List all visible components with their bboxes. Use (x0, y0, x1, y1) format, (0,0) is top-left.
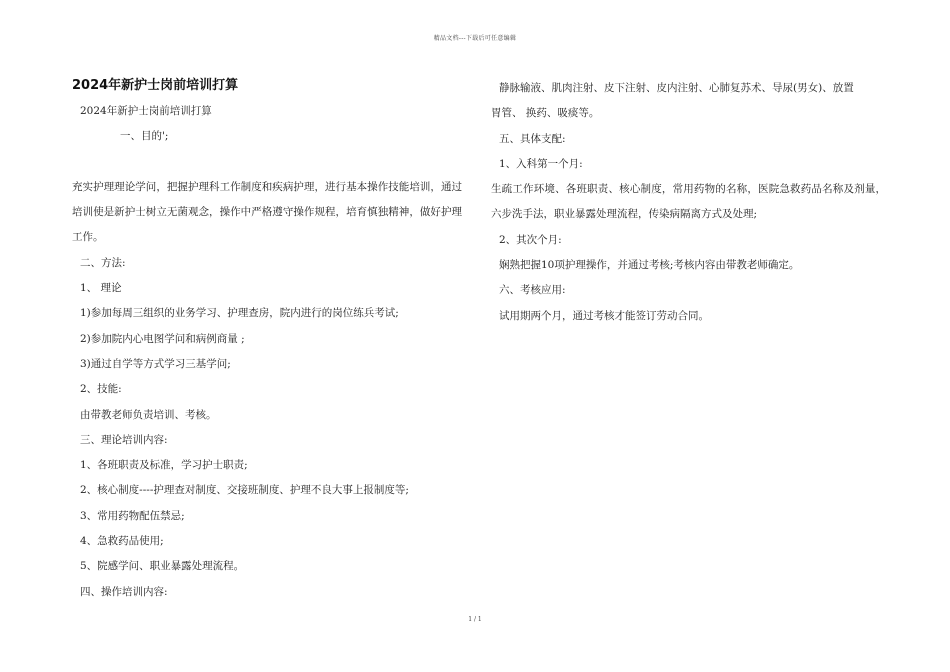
section-heading-assessment: 六、考核应用: (499, 284, 566, 297)
month1-text: 生疏工作环境、各班职责、核心制度，常用药物的名称，医院急救药品名称及剂量，六步洗手法，职业暴露处理流程，传染病隔离方式及处理; (491, 183, 886, 221)
blank-line (72, 150, 462, 175)
content-item: 3、常用药物配伍禁忌; (80, 509, 185, 522)
right-column (491, 76, 886, 329)
purpose-paragraph: 充实护理理论学问，把握护理科工作制度和疾病护理，进行基本操作技能培训，通过培训使是新护士树立无菌观念，操作中严格遵守操作规程，培育慎独精神，做好护理工作。 (72, 180, 462, 244)
theory-heading: 1、 理论 (80, 282, 122, 295)
skills-heading: 2、技能: (80, 383, 122, 396)
section-heading-purpose: 一、目的'; (120, 130, 169, 143)
assessment-text: 试用期两个月，通过考核才能签订劳动合同。 (499, 309, 709, 322)
content-item: 2、核心制度----护理查对制度、交接班制度、护理不良大事上报制度等; (80, 484, 409, 497)
theory-item: 1)参加每周三组织的业务学习、护理查房，院内进行的岗位练兵考试; (80, 307, 399, 320)
operations-list-line: 胃管、 换药、吸痰等。 (491, 107, 600, 120)
subtitle: 2024年新护士岗前培训打算 (80, 105, 212, 117)
theory-item: 3)通过自学等方式学习三基学问; (80, 357, 231, 370)
content-item: 1、各班职责及标准，学习护士职责; (80, 459, 248, 472)
document-title: 2024年新护士岗前培训打算 (72, 78, 239, 93)
page-number: 1 / 1 (468, 616, 482, 623)
page-header: 精品文档---下载后可任意编辑 (433, 35, 517, 42)
section-heading-theory-content: 三、理论培训内容: (80, 433, 168, 446)
skills-text: 由带教老师负责培训、考核。 (80, 408, 217, 421)
content-item: 5、院感学问、职业暴露处理流程。 (80, 560, 245, 573)
left-column (72, 76, 462, 605)
theory-item: 2)参加院内心电图学问和病例商量 ; (80, 332, 245, 345)
month2-heading: 2、其次个月: (499, 233, 562, 246)
content-item: 4、急救药品使用; (80, 535, 164, 548)
section-heading-schedule: 五、具体支配: (499, 132, 566, 145)
section-heading-methods: 二、方法: (80, 256, 126, 269)
operations-list-line: 静脉输液、肌肉注射、皮下注射、皮内注射、心肺复苏术、导尿(男女)、放置 (499, 82, 854, 94)
section-heading-operations: 四、操作培训内容: (80, 585, 168, 598)
month2-text: 娴熟把握10项护理操作，并通过考核;考核内容由带教老师确定。 (499, 259, 800, 272)
month1-heading: 1、入科第一个月: (499, 157, 583, 170)
